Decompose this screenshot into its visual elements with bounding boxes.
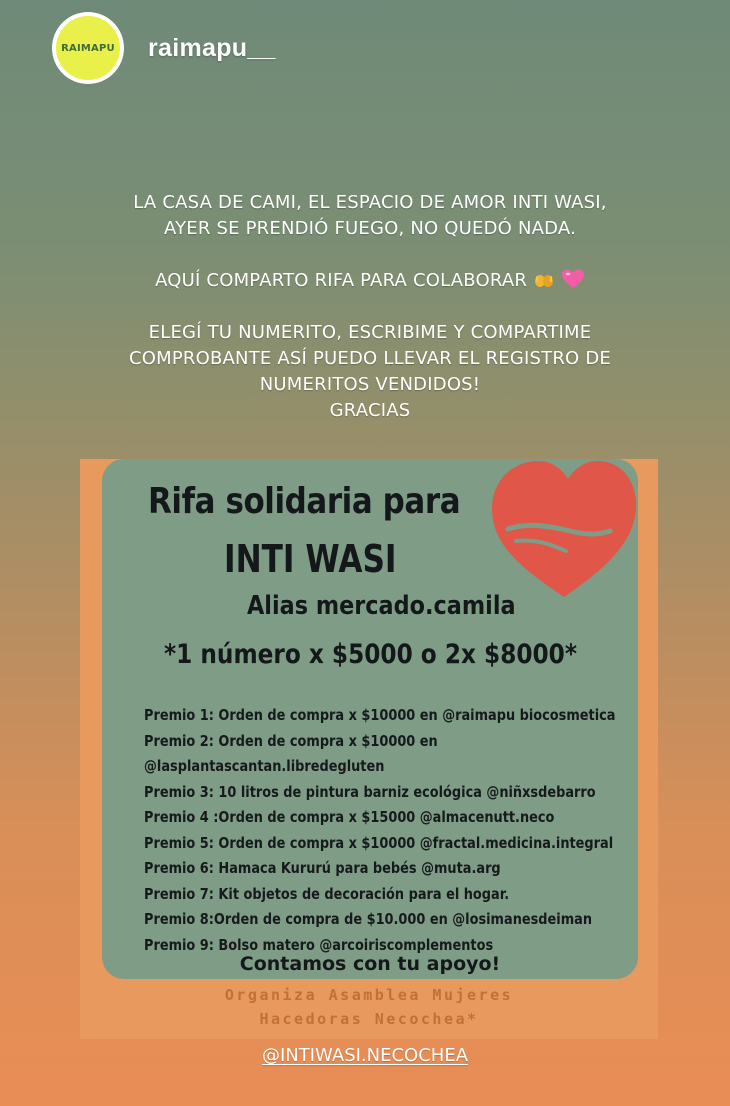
caption-line: COMPROBANTE ASÍ PUEDO LLEVAR EL REGISTRO DE [129, 348, 611, 369]
caption-line: AYER SE PRENDIÓ FUEGO, NO QUEDÓ NADA. [163, 218, 576, 239]
caption-line-with-emoji [60, 268, 680, 294]
caption-line: LA CASA DE CAMI, EL ESPACIO DE AMOR INTI WASI, [133, 192, 607, 213]
caption-line: NUMERITOS VENDIDOS! [259, 374, 481, 395]
poster-thanks: Contamos con tu apoyo! [239, 953, 501, 975]
caption-line: GRACIAS [329, 400, 411, 421]
heart-hands-icon [486, 459, 636, 599]
caption-line: AQUÍ COMPARTO RIFA PARA COLABORAR [155, 270, 528, 291]
mention-sticker[interactable]: @INTIWASI.NECOCHEA [261, 1045, 469, 1066]
prize-item: Premio 2: Orden de compra x $10000 en [144, 731, 438, 750]
prize-item: Premio 8:Orden de compra de $10.000 en @losimanesdeiman [144, 910, 593, 928]
poster-title-name: INTI WASI [224, 537, 397, 581]
prize-item: Premio 1: Orden de compra x $10000 en @raimapu biocosmetica [144, 706, 616, 724]
pink-heart-icon [561, 269, 585, 289]
prize-item: Premio 9: Bolso matero @arcoiriscomplementos [144, 935, 494, 954]
caption-line: ELEGÍ TU NUMERITO, ESCRIBIME Y COMPARTIME [148, 322, 592, 343]
prize-list [144, 703, 692, 958]
story-header [52, 8, 276, 88]
account-username[interactable]: raimapu__ [148, 33, 276, 62]
avatar-logo: RAIMAPU [56, 16, 120, 80]
prize-item: Premio 5: Orden de compra x $10000 @fractal.medicina.integral [144, 833, 614, 852]
account-avatar[interactable] [52, 12, 124, 84]
organizer-line: Organiza Asamblea Mujeres [224, 986, 514, 1004]
story-caption [60, 190, 680, 424]
organizer-line: Hacedoras Necochea* [259, 1010, 479, 1028]
poster-card [102, 459, 638, 979]
prize-item: Premio 6: Hamaca Kururú para bebés @muta.arg [144, 859, 501, 877]
prize-item: @lasplantascantan.libredegluten [144, 757, 385, 775]
poster-organizer [80, 983, 658, 1031]
prize-item: Premio 3: 10 litros de pintura barniz ecológica @niñxsdebarro [144, 782, 596, 801]
hands-icon [533, 272, 555, 288]
prize-item: Premio 7: Kit objetos de decoración para el hogar. [144, 884, 510, 903]
payment-alias: Alias mercado.camila [247, 591, 516, 621]
raffle-price: *1 número x $5000 o 2x $8000* [164, 639, 577, 670]
prize-item: Premio 4 :Orden de compra x $15000 @almacenutt.neco [144, 808, 555, 826]
poster-title: Rifa solidaria para [148, 481, 461, 522]
raffle-poster-image [80, 459, 658, 1039]
